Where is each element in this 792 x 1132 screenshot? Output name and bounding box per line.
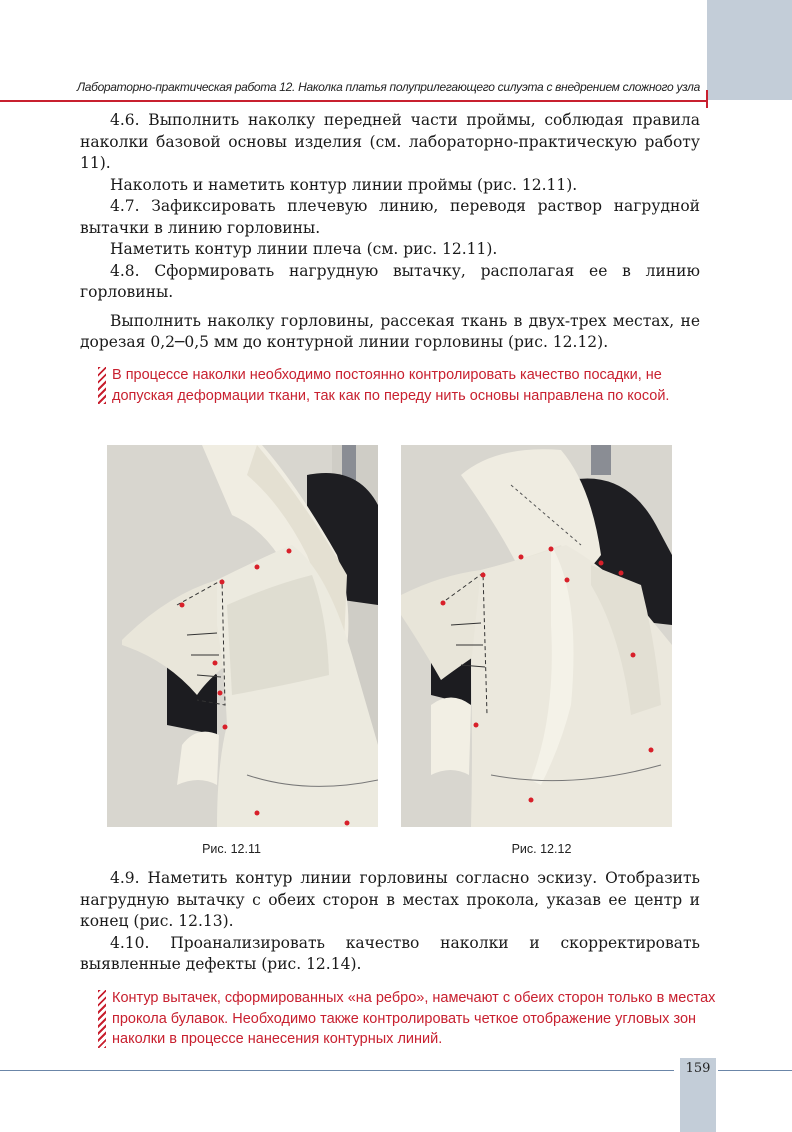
note-text: Контур вытачек, сформированных «на ребро», намечают с обеих сторон только в местах прокола булавок. Необходимо также контролировать четкое отображение угловых зон наколки в процессе нанесения контурных линий. <box>112 990 716 1047</box>
paragraph-4-7: 4.7. Зафиксировать плечевую линию, переводя раствор нагрудной вытачки в линию горловины. <box>80 197 700 237</box>
paragraph-armhole-contour: Наколоть и наметить контур линии проймы (рис. 12.11). <box>110 175 578 194</box>
running-header: Лабораторно-практическая работа 12. Наколка платья полуприлегающего силуэта с внедрением сложного узла <box>76 80 700 94</box>
note-marker <box>98 990 106 1048</box>
figure-12-12-caption: Рис. 12.12 <box>511 842 572 856</box>
page-number: 159 <box>685 1061 711 1076</box>
body-text-bottom <box>80 868 700 976</box>
paragraph-4-9: 4.9. Наметить контур линии горловины согласно эскизу. Отобразить нагрудную вытачку с обеих сторон в местах прокола, указав ее центр и конец (рис. 12.13). <box>80 869 700 930</box>
figure-12-12-photo <box>401 445 672 827</box>
paragraph-4-8: 4.8. Сформировать нагрудную вытачку, располагая ее в линию горловины. <box>80 261 700 301</box>
paragraph-4-10: 4.10. Проанализировать качество наколки и скорректировать выявленные дефекты (рис. 12.14). <box>80 933 700 973</box>
paragraph-shoulder-contour: Наметить контур линии плеча (см. рис. 12.11). <box>110 240 498 258</box>
note-marker <box>98 367 106 404</box>
note-dart-contours <box>98 988 716 1050</box>
body-text-top <box>80 110 700 354</box>
paragraph-neckline-pinning: Выполнить наколку горловины, рассекая ткань в двух-трех местах, не дорезая 0,2─0,5 мм до контурной линии горловины (рис. 12.12). <box>80 311 700 351</box>
figure-12-11-photo <box>107 445 378 827</box>
header-rule <box>0 100 707 102</box>
footer-rule-left <box>0 1070 674 1071</box>
corner-tab <box>707 0 792 100</box>
note-text: В процессе наколки необходимо постоянно контролировать качество посадки, не допуская деформации ткани, так как по переду нить основы направлена по косой. <box>112 367 670 404</box>
note-quality-control <box>98 365 716 406</box>
figure-12-11-caption: Рис. 12.11 <box>202 842 261 856</box>
footer-rule-right <box>718 1070 792 1071</box>
header-marker <box>706 90 708 108</box>
paragraph-4-6: 4.6. Выполнить наколку передней части проймы, соблюдая правила наколки базовой основы изделия (см. лабораторно-практическую работу 11). <box>80 111 700 172</box>
